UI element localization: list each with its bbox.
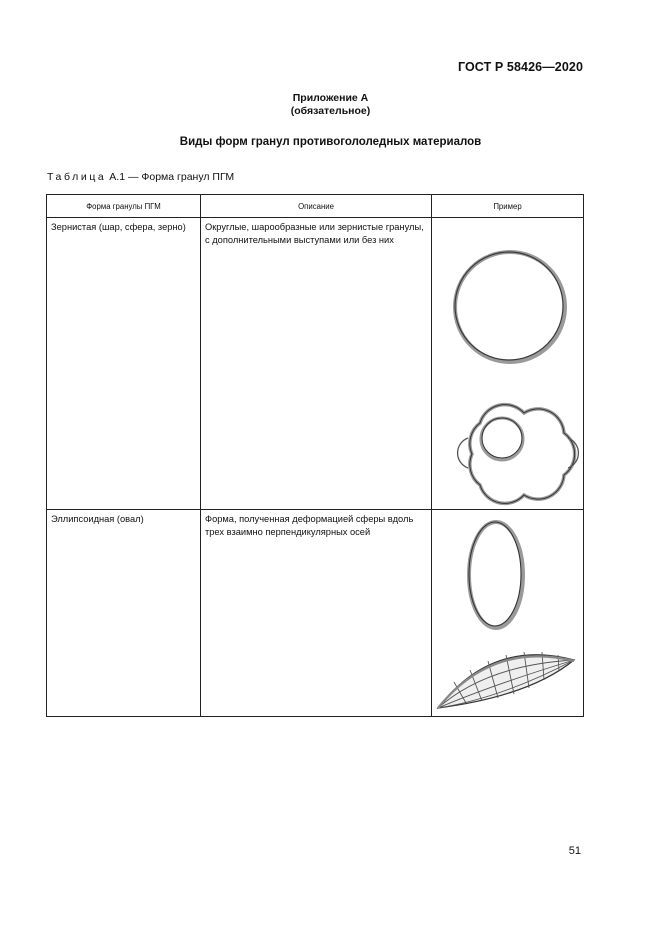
example-cell (432, 218, 584, 510)
table-row (47, 218, 584, 510)
shape-cell (47, 510, 201, 717)
column-header-shape: Форма гранулы ПГМ (47, 195, 201, 218)
description-cell (201, 218, 432, 510)
annex-status: (обязательное) (290, 105, 371, 117)
table-row (47, 510, 584, 717)
description-cell (201, 510, 432, 717)
annex-heading (0, 92, 661, 118)
granule-examples (432, 510, 583, 715)
granule-forms-table (46, 194, 584, 717)
flower-granule-icon (458, 405, 579, 504)
column-header-description: Описание (201, 195, 432, 218)
shape-description: Округлые, шарообразные или зернистые гранулы, с дополнительными выступами или без них (205, 222, 424, 245)
example-cell (432, 510, 584, 717)
shape-cell (47, 218, 201, 510)
ellipsoid-mesh-granule-icon (438, 652, 574, 708)
sphere-granule-icon (455, 252, 565, 362)
oval-granule-icon (469, 522, 523, 628)
table-caption-prefix: Таблица (47, 171, 107, 183)
annex-label: Приложение А (292, 92, 369, 104)
shape-name: Зернистая (шар, сфера, зерно) (51, 222, 186, 232)
shape-description: Форма, полученная деформацией сферы вдоль трех взаимно перпендикулярных осей (205, 514, 414, 537)
table-caption-text: А.1 — Форма гранул ПГМ (106, 171, 235, 183)
column-header-example: Пример (432, 195, 584, 218)
table-header-row (47, 195, 584, 218)
standard-number: ГОСТ Р 58426—2020 (457, 60, 583, 74)
page-number: 51 (568, 845, 581, 857)
annex-title: Виды форм гранул противогололедных материалов (179, 136, 482, 148)
table-caption (47, 171, 234, 183)
granule-examples (432, 218, 583, 508)
shape-name: Эллипсоидная (овал) (51, 514, 144, 524)
